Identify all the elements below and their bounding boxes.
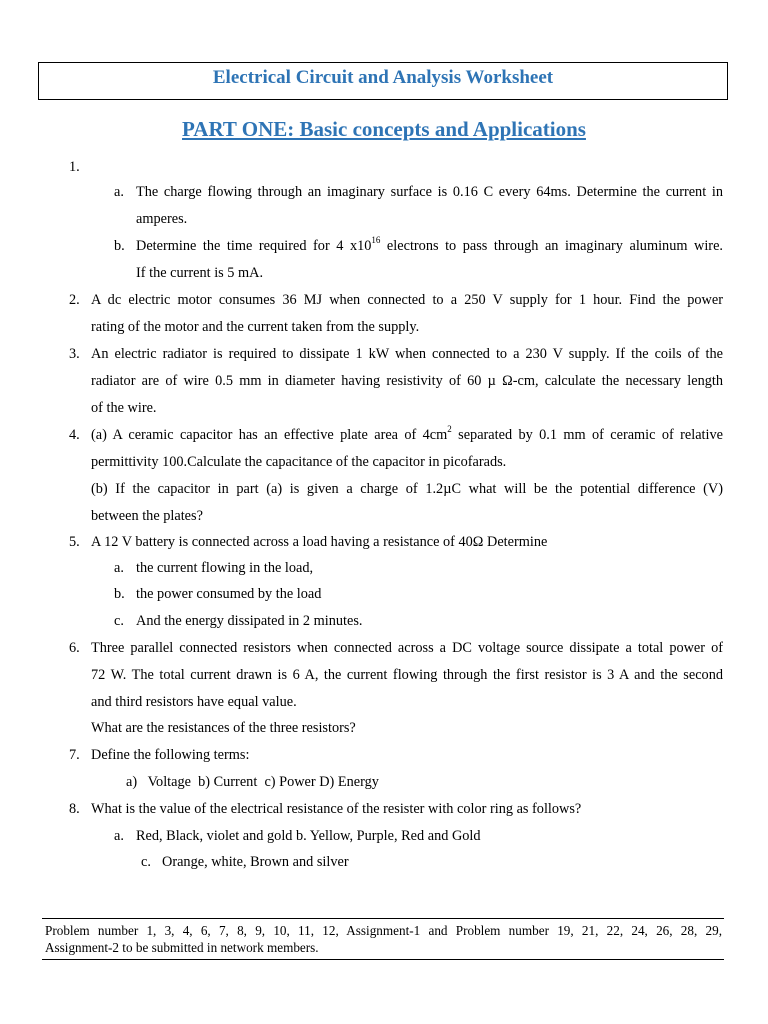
footer-rule-bottom bbox=[42, 959, 724, 960]
footer-rule-top bbox=[42, 918, 724, 919]
q4-line1 bbox=[91, 426, 723, 444]
q1a-marker: a. bbox=[114, 184, 124, 200]
q3-line3: of the wire. bbox=[91, 400, 157, 416]
q4-number: 4. bbox=[69, 427, 80, 443]
part-heading bbox=[0, 117, 768, 142]
q5a-marker: a. bbox=[114, 560, 124, 576]
worksheet-title: Electrical Circuit and Analysis Worksheet bbox=[212, 67, 554, 88]
q1b-line1 bbox=[136, 237, 723, 255]
q1b-exponent: 16 bbox=[371, 235, 381, 245]
part-title: PART ONE: Basic concepts and Applications bbox=[182, 117, 586, 141]
q4-line4: between the plates? bbox=[91, 508, 203, 524]
q2-number: 2. bbox=[69, 292, 80, 308]
q6-line1: Three parallel connected resistors when connected across a DC voltage source dissipate a total power of bbox=[91, 640, 723, 656]
footer-line2: Assignment-2 to be submitted in network members. bbox=[45, 940, 319, 955]
q5b-marker: b. bbox=[114, 586, 125, 602]
q8c-text: Orange, white, Brown and silver bbox=[162, 854, 349, 870]
q1b-text-pre: Determine the time required for 4 x10 bbox=[136, 238, 372, 254]
q2-line1: A dc electric motor consumes 36 MJ when connected to a 250 V supply for 1 hour. Find the power bbox=[91, 292, 723, 308]
q7-line1: Define the following terms: bbox=[91, 747, 250, 763]
q4-line3: (b) If the capacitor in part (a) is given a charge of 1.2µC what will be the potential difference (V) bbox=[91, 481, 723, 497]
q8-number: 8. bbox=[69, 801, 80, 817]
q1b-text-post: electrons to pass through an imaginary aluminum wire. bbox=[380, 238, 723, 254]
q5c-marker: c. bbox=[114, 613, 124, 629]
q7-subitems: a) Voltage b) Current c) Power D) Energy bbox=[126, 774, 379, 790]
q7-number: 7. bbox=[69, 747, 80, 763]
q6-line4: What are the resistances of the three resistors? bbox=[91, 720, 356, 736]
q2-line2: rating of the motor and the current taken from the supply. bbox=[91, 319, 420, 335]
q6-line3: and third resistors have equal value. bbox=[91, 694, 297, 710]
q1a-line2: amperes. bbox=[136, 211, 188, 227]
q8c-marker: c. bbox=[141, 854, 151, 870]
q8a-marker: a. bbox=[114, 828, 124, 844]
q4-text-post: separated by 0.1 mm of ceramic of relative bbox=[451, 427, 723, 443]
q5-line1: A 12 V battery is connected across a load having a resistance of 40Ω Determine bbox=[91, 534, 548, 550]
q8-line1: What is the value of the electrical resistance of the resister with color ring as follows? bbox=[91, 801, 582, 817]
q1b-marker: b. bbox=[114, 238, 125, 254]
q8a-text: Red, Black, violet and gold b. Yellow, Purple, Red and Gold bbox=[136, 828, 481, 844]
q1b-line2: If the current is 5 mA. bbox=[136, 265, 264, 281]
q6-number: 6. bbox=[69, 640, 80, 656]
q4-line2: permittivity 100.Calculate the capacitance of the capacitor in picofarads. bbox=[91, 454, 507, 470]
q5b-text: the power consumed by the load bbox=[136, 586, 322, 602]
q5c-text: And the energy dissipated in 2 minutes. bbox=[136, 613, 363, 629]
q4-exponent: 2 bbox=[447, 424, 452, 434]
q5-number: 5. bbox=[69, 534, 80, 550]
footer-line1: Problem number 1, 3, 4, 6, 7, 8, 9, 10, 11, 12, Assignment-1 and Problem number 19, 21, 22, 24, 26, 28, 29, bbox=[45, 923, 722, 938]
q5a-text: the current flowing in the load, bbox=[136, 560, 314, 576]
q1-number: 1. bbox=[69, 159, 80, 175]
q3-line2: radiator are of wire 0.5 mm in diameter having resistivity of 60 µ Ω-cm, calculate the necessary length bbox=[91, 373, 723, 389]
q1a-line1: The charge flowing through an imaginary surface is 0.16 C every 64ms. Determine the current in bbox=[136, 184, 723, 200]
q3-line1: An electric radiator is required to dissipate 1 kW when connected to a 230 V supply. If the coils of the bbox=[91, 346, 723, 362]
q6-line2: 72 W. The total current drawn is 6 A, the current flowing through the first resistor is 3 A and the second bbox=[91, 667, 723, 683]
q4-text-pre: (a) A ceramic capacitor has an effective plate area of 4cm bbox=[91, 427, 448, 443]
q3-number: 3. bbox=[69, 346, 80, 362]
title-box bbox=[38, 62, 728, 100]
